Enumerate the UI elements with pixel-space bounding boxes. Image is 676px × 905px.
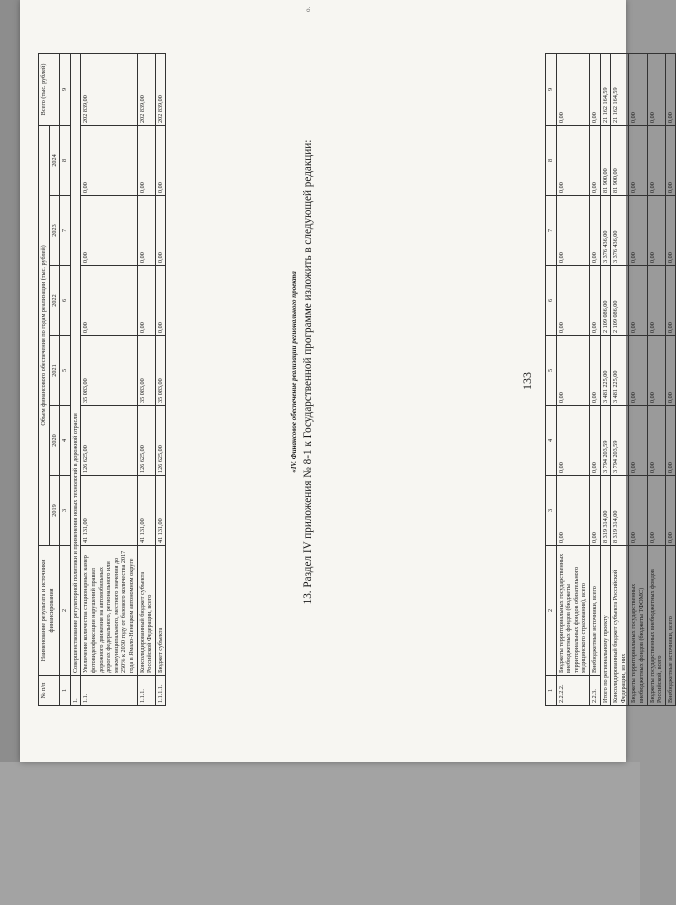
document-page: [20, 0, 674, 762]
table-row: 2.2.2.2. Бюджеты территориальных государственных внебюджетных фондов (бюджеты территориальных фондов обязательного медицинского страхования), всего 0,00 0,00 0,00 0,00 0,00 0,00 0,00: [556, 54, 589, 706]
table1-header-numbers: 1 2 3 4 5 6 7 8 9: [546, 54, 557, 706]
table-row: 1.1. Увеличение количества стационарных камер фотовидеофиксации нарушений правил дорожного движения на автомобильных дорогах федерального, регионального или межмуниципального, местного значения до 250% к 2030 году от базового количества 2017 года в Ямало-Ненецком автономном округе 41 131,00 126 625,00 35 083,00 0,00 0,00 0,00 202 839,00: [81, 53, 137, 705]
table-row: Бюджеты территориальных государственных внебюджетных фондов (бюджеты ТФОМС) 0,00 0,00 0,00 0,00 0,00 0,00 0,00: [629, 54, 647, 706]
table2-year-row: 2019 2020 2021 2022 2023 2024: [49, 53, 60, 705]
page-number: 133: [520, 372, 534, 390]
col-name-header: Наименование результата и источники финансирования: [39, 546, 60, 676]
col-total-header: Всего (тыс. рублей): [39, 53, 60, 125]
table-row: Внебюджетные источники, всего 0,00 0,00 0,00 0,00 0,00 0,00 0,00: [665, 54, 676, 706]
rotated-content: [20, 0, 674, 762]
section-subheading: «IV. Финансовое обеспечение реализации регионального проекта: [290, 271, 298, 473]
table2-header: [39, 53, 50, 705]
table2-header-numbers: 1 2 3 4 5 6 7 8 9: [60, 53, 71, 705]
funding-table-section-iv: [38, 53, 166, 706]
section-heading: 13. Раздел IV приложения № 8-1 к Государственной программе изложить в следующей редакции:: [302, 139, 314, 605]
funding-table-continued: [545, 53, 676, 706]
scan-margin-bottom: [0, 762, 640, 905]
table2-section-row: 1. Совершенствование регуляторной политики и применения новых технологий в дорожной отрасли: [70, 53, 81, 705]
table-row: 1.1.1. Консолидированный бюджет субъекта Российской Федерации, всего 41 131,00 126 625,00 35 083,00 0,00 0,00 0,00 202 839,00: [137, 53, 155, 705]
table-row: 2.2.3. Внебюджетные источники, всего 0,00 0,00 0,00 0,00 0,00 0,00 0,00: [589, 54, 600, 706]
col-number-header: № п/п: [39, 676, 60, 706]
table-row: Консолидированный бюджет субъекта Российской Федерации, из них 8 319 314,00 3 794 203,59 3 481 225,00 2 109 086,00 3 376 436,00 81 900,00 21 162 164,59: [611, 54, 629, 706]
table-row: Бюджеты государственных внебюджетных фондов Российской, всего 0,00 0,00 0,00 0,00 0,00 0,00 0,00: [647, 54, 665, 706]
corner-mark: о.: [304, 6, 312, 12]
col-years-group-header: Объем финансового обеспечения по годам реализации (тыс. рублей): [39, 125, 50, 545]
table-row: 1.1.1.1. Бюджет субъекта 41 131,00 126 625,00 35 083,00 0,00 0,00 0,00 202 839,00: [155, 53, 166, 705]
table-row-total: Итого по региональному проекту 8 319 314,00 3 794 203,59 3 481 225,00 2 109 086,00 3 376 436,00 81 900,00 21 162 164,59: [600, 54, 611, 706]
